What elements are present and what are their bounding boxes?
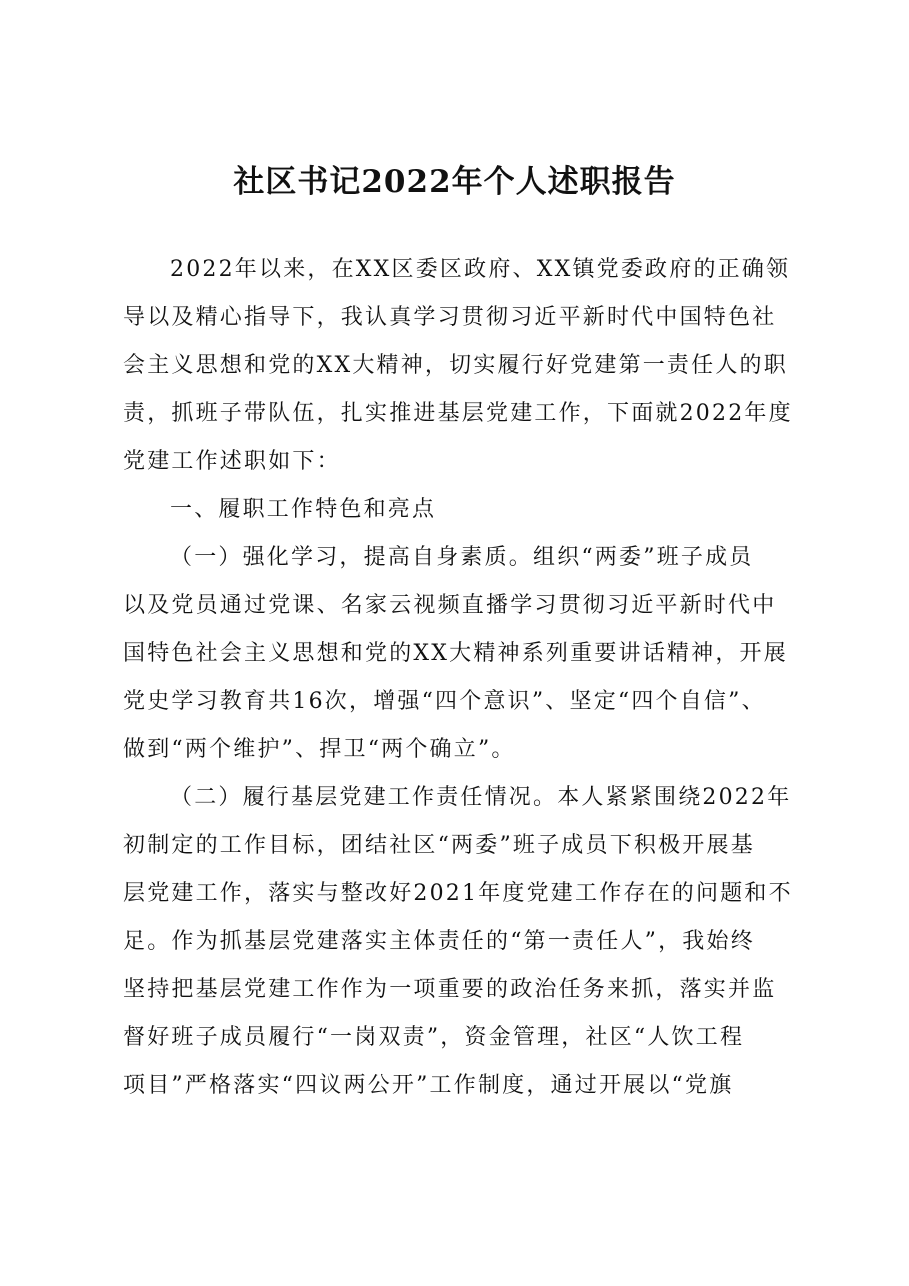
paragraph-line: （二）履行基层党建工作责任情况。本人紧紧围绕2022年 xyxy=(170,785,792,810)
paragraph-line: 项目”严格落实“四议两公开”工作制度，通过开展以“党旗 xyxy=(123,1073,734,1098)
document-body xyxy=(123,246,813,1110)
paragraph-line: 国特色社会主义思想和党的XX大精神系列重要讲话精神，开展 xyxy=(123,641,788,666)
paragraph-line: （一）强化学习，提高自身素质。组织“两委”班子成员 xyxy=(170,545,754,570)
paragraph-line: 党建工作述职如下： xyxy=(123,449,341,474)
paragraph-line: 足。作为抓基层党建落实主体责任的“第一责任人”，我始终 xyxy=(123,929,755,954)
paragraph-line: 督好班子成员履行“一岗双责”，资金管理，社区“人饮工程 xyxy=(123,1025,745,1050)
paragraph-line: 坚持把基层党建工作作为一项重要的政治任务来抓，落实并监 xyxy=(123,977,777,1002)
paragraph-line: 党史学习教育共16次，增强“四个意识”、坚定“四个自信”、 xyxy=(123,689,766,714)
section-heading: 一、履职工作特色和亮点 xyxy=(170,497,437,522)
paragraph-line: 层党建工作，落实与整改好2021年度党建工作存在的问题和不 xyxy=(123,881,793,906)
paragraph-line: 会主义思想和党的XX大精神，切实履行好党建第一责任人的职 xyxy=(123,353,788,378)
paragraph-line: 导以及精心指导下，我认真学习贯彻习近平新时代中国特色社 xyxy=(123,305,777,330)
paragraph-line: 2022年以来，在XX区委区政府、XX镇党委政府的正确领 xyxy=(170,257,791,282)
paragraph-line: 做到“两个维护”、捍卫“两个确立”。 xyxy=(123,737,516,762)
paragraph-line: 初制定的工作目标，团结社区“两委”班子成员下积极开展基 xyxy=(123,833,755,858)
paragraph-line: 以及党员通过党课、名家云视频直播学习贯彻习近平新时代中 xyxy=(123,593,777,618)
document-title: 社区书记2022年个人述职报告 xyxy=(233,164,676,200)
paragraph-line: 责，抓班子带队伍，扎实推进基层党建工作，下面就2022年度 xyxy=(123,401,793,426)
